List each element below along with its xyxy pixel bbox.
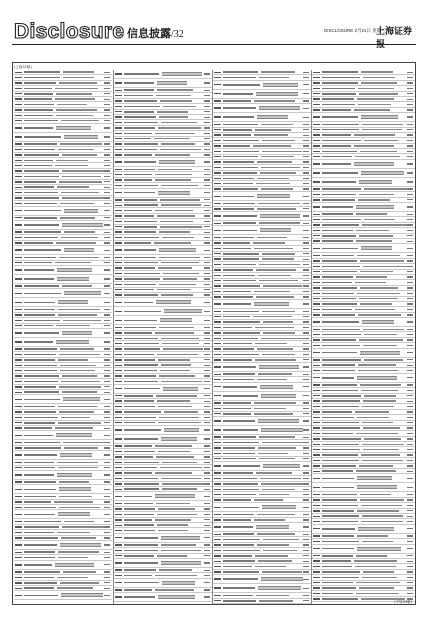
- page-number: /32: [171, 29, 184, 40]
- table-row: [213, 503, 311, 512]
- table-row: [114, 426, 212, 435]
- table-row: [114, 158, 212, 167]
- table-row: [213, 392, 311, 401]
- table-row: [114, 70, 212, 79]
- table-row: [213, 104, 311, 113]
- table-row: [213, 212, 311, 221]
- table-row: [312, 318, 415, 327]
- table-row: [312, 113, 415, 122]
- table-row: [312, 203, 415, 212]
- table-row: [312, 244, 415, 253]
- table-column-4: [311, 70, 415, 604]
- table-row: [213, 417, 311, 426]
- table-row: [14, 541, 112, 550]
- table-row: [14, 133, 112, 142]
- table-row: [114, 316, 212, 325]
- table-row: [14, 471, 112, 480]
- table-row: [14, 329, 112, 338]
- dateline: DISCLOSURE 2月21日 星期三: [324, 28, 386, 33]
- table-row: [312, 525, 415, 534]
- section-name: 信息披露: [127, 27, 171, 40]
- table-row: [14, 246, 112, 255]
- table-row: [14, 275, 112, 284]
- table-row: [14, 338, 112, 347]
- table-row: [213, 426, 311, 435]
- table-row: [114, 435, 212, 444]
- table-row: [14, 266, 112, 275]
- table-row: [213, 192, 311, 201]
- table-row: [312, 374, 415, 383]
- table-row: [312, 349, 415, 358]
- table-column-2: [113, 70, 212, 604]
- table-row: [114, 79, 212, 88]
- table-row: [213, 300, 311, 309]
- table-row: [114, 492, 212, 501]
- table-row: [14, 298, 112, 307]
- table-row: [14, 591, 112, 600]
- table-row: [213, 575, 311, 584]
- table-row: [114, 559, 212, 568]
- table-row: [114, 385, 212, 394]
- table-row: [114, 579, 212, 588]
- table-row: [312, 169, 415, 178]
- table-row: [14, 395, 112, 404]
- continued-to-label: (下转33版): [394, 600, 412, 604]
- table-row: [213, 462, 311, 471]
- table-row: [14, 561, 112, 570]
- table-row: [14, 485, 112, 494]
- table-row: [312, 160, 415, 169]
- table-row: [114, 246, 212, 255]
- table-row: [14, 510, 112, 519]
- newspaper-name: 上海证券报: [376, 27, 413, 50]
- table-row: [14, 124, 112, 133]
- table-row: [14, 207, 112, 216]
- table-row: [312, 474, 415, 483]
- table-row: [114, 534, 212, 543]
- table-row: [312, 483, 415, 492]
- table-row: [114, 307, 212, 316]
- table-column-1: [14, 70, 112, 604]
- table-row: [14, 221, 112, 230]
- table-row: [213, 363, 311, 372]
- continued-from-label: (上接31版): [14, 65, 32, 69]
- section-title: [127, 25, 184, 41]
- table-row: [213, 599, 311, 604]
- table-row: [14, 289, 112, 298]
- table-row: [213, 90, 311, 99]
- table-row: [114, 298, 212, 307]
- table-row: [213, 383, 311, 392]
- table-row: [213, 226, 311, 235]
- table-row: [213, 113, 311, 122]
- table-row: [312, 178, 415, 187]
- table-row: [14, 451, 112, 460]
- table-row: [213, 81, 311, 90]
- table-column-3: [212, 70, 311, 604]
- masthead-title: Disclosure: [14, 20, 125, 43]
- table-row: [14, 431, 112, 440]
- table-row: [114, 593, 212, 602]
- table-row: [213, 523, 311, 532]
- page-header: [12, 18, 416, 50]
- table-row: [312, 545, 415, 554]
- table-row: [114, 189, 212, 198]
- table-row: [213, 584, 311, 593]
